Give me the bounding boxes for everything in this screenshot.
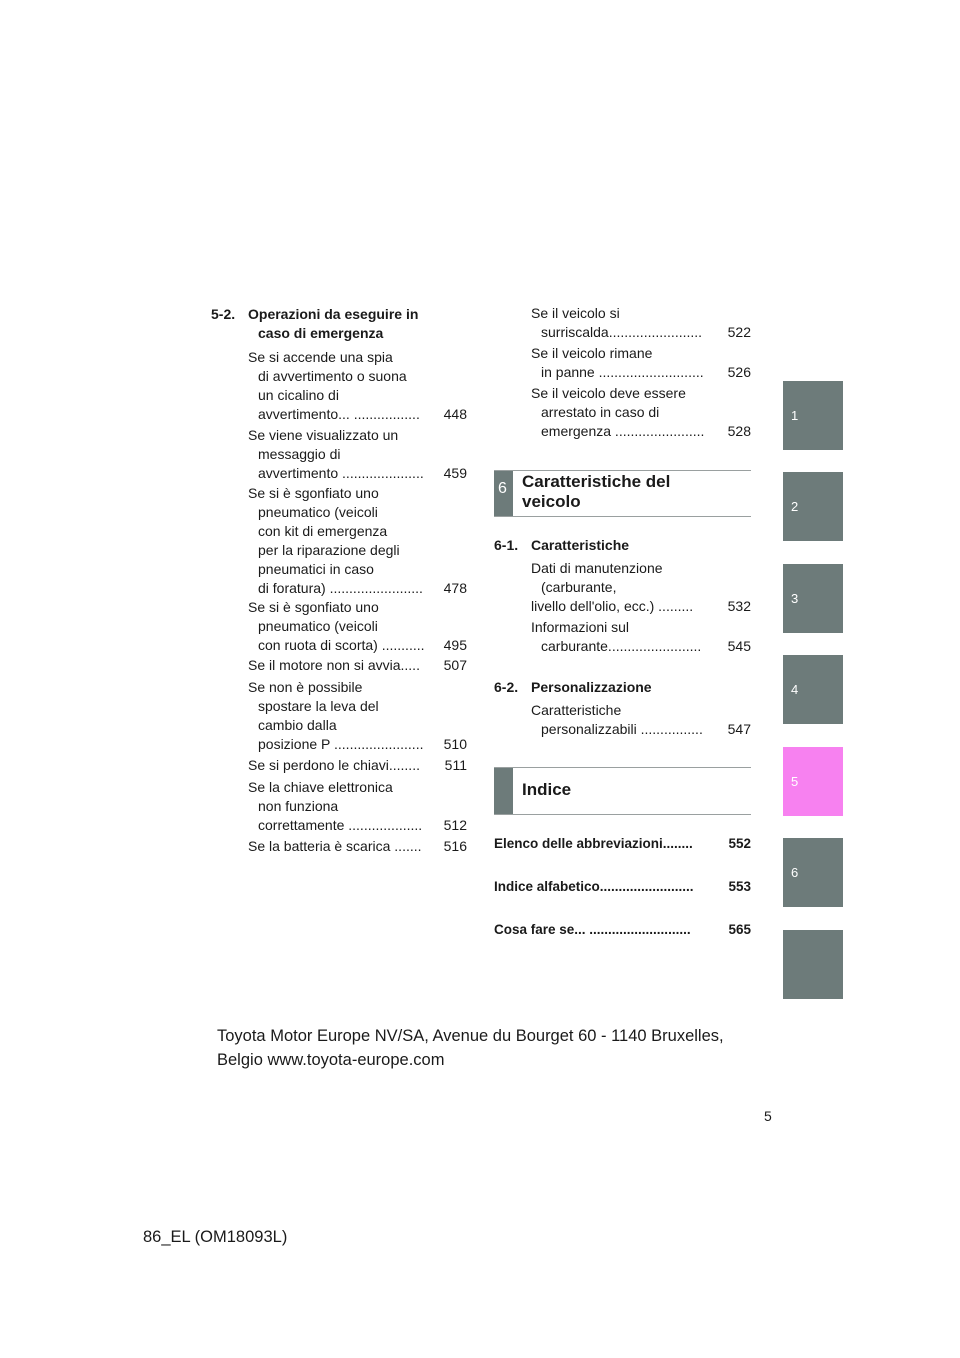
section-number: 5-2. (211, 306, 236, 322)
page-ref: 459 (443, 465, 467, 481)
page-ref: 532 (727, 598, 751, 614)
page-number: 5 (764, 1108, 772, 1124)
section-6-1-heading (494, 536, 751, 555)
section-title: Caratteristiche (531, 537, 630, 553)
section-number: 6-2. (494, 679, 519, 695)
toc-entry[interactable]: Caratteristiche personalizzabili ................ 547 (531, 702, 751, 737)
toc-entry[interactable]: Se non è possibile spostare la leva del cambio dalla posizione P ....................... 510 (248, 679, 467, 752)
toc-entry[interactable]: Se il veicolo rimane in panne ........................... 526 (531, 345, 751, 380)
page-ref: 507 (443, 657, 467, 673)
page-ref: 495 (443, 637, 467, 653)
toc-entry[interactable]: Informazioni sul carburante........................ 545 (531, 619, 751, 654)
page-ref: 448 (443, 406, 467, 422)
toc-entry[interactable]: Se si accende una spia di avvertimento o suona un cicalino di avvertimento... ................. 448 (248, 349, 467, 422)
chapter-6-heading[interactable] (494, 470, 751, 517)
toc-entry[interactable]: Se si è sgonfiato uno pneumatico (veicoli con ruota di scorta) ........... 495 (248, 599, 467, 653)
chapter-title: Caratteristiche del veicolo (522, 472, 671, 511)
index-heading[interactable] (494, 767, 751, 815)
tab-label: 6 (791, 865, 799, 880)
toc-entry[interactable]: Se la chiave elettronica non funziona correttamente ................... 512 (248, 779, 467, 833)
toc-entry-alphabetical-index[interactable]: Indice alfabetico......................... 553 (494, 879, 751, 894)
page-ref: 516 (443, 838, 467, 854)
page-ref: 478 (443, 580, 467, 596)
page-ref: 512 (443, 817, 467, 833)
chapter-tab-4[interactable] (783, 655, 843, 724)
toc-entry[interactable]: Se il veicolo deve essere arrestato in caso di emergenza ....................... 528 (531, 385, 751, 439)
page-ref: 545 (727, 638, 751, 654)
section-title: Personalizzazione (531, 679, 652, 695)
section-6-2-heading (494, 678, 751, 697)
chapter-bar (494, 471, 513, 516)
toc-entry[interactable]: Se si è sgonfiato uno pneumatico (veicoli con kit di emergenza per la riparazione degli pneumatici in caso di foratura) ........................ 478 (248, 485, 467, 596)
page-ref: 511 (444, 757, 467, 773)
toc-entry[interactable]: Se il veicolo si surriscalda........................ 522 (531, 305, 751, 340)
chapter-tab-5-active[interactable] (783, 747, 843, 816)
tab-label: 3 (791, 591, 799, 606)
page-ref: 528 (727, 423, 751, 439)
page-ref: 522 (727, 324, 751, 340)
section-5-2-heading (211, 305, 471, 345)
tab-label: 2 (791, 499, 799, 514)
section-number: 6-1. (494, 537, 519, 553)
toc-entry[interactable]: Se viene visualizzato un messaggio di avvertimento ..................... 459 (248, 427, 467, 481)
tab-label: 4 (791, 682, 799, 697)
document-code: 86_EL (OM18093L) (143, 1228, 288, 1246)
chapter-tab-1[interactable] (783, 381, 843, 450)
page-ref: 565 (728, 922, 751, 937)
toc-entry[interactable]: Se si perdono le chiavi........ 511 (248, 757, 467, 773)
chapter-tab-2[interactable] (783, 472, 843, 541)
tab-label: 5 (791, 774, 799, 789)
toc-entry-abbreviations[interactable]: Elenco delle abbreviazioni........ 552 (494, 836, 751, 851)
page-ref: 547 (727, 721, 751, 737)
chapter-tab-index[interactable] (783, 930, 843, 999)
toc-entry[interactable]: Se la batteria è scarica ....... 516 (248, 838, 467, 854)
page-ref: 552 (728, 836, 751, 851)
tab-label: 1 (791, 408, 799, 423)
publisher-address: Toyota Motor Europe NV/SA, Avenue du Bourget 60 - 1140 Bruxelles, Belgio www.toyota-europe.com (217, 1027, 724, 1069)
section-title: Operazioni da eseguire in caso di emergenza (248, 306, 419, 341)
chapter-number: 6 (498, 480, 507, 497)
index-title: Indice (522, 780, 572, 799)
toc-entry[interactable]: Dati di manutenzione (carburante, livello dell'olio, ecc.) ......... 532 (531, 560, 751, 614)
chapter-bar (494, 768, 513, 814)
page-ref: 553 (728, 879, 751, 894)
page-ref: 510 (443, 736, 467, 752)
toc-entry[interactable]: Se il motore non si avvia..... 507 (248, 657, 467, 673)
chapter-tab-3[interactable] (783, 564, 843, 633)
toc-entry-what-to-do[interactable]: Cosa fare se... ........................... 565 (494, 922, 751, 937)
chapter-tab-6[interactable] (783, 838, 843, 907)
page-ref: 526 (727, 364, 751, 380)
